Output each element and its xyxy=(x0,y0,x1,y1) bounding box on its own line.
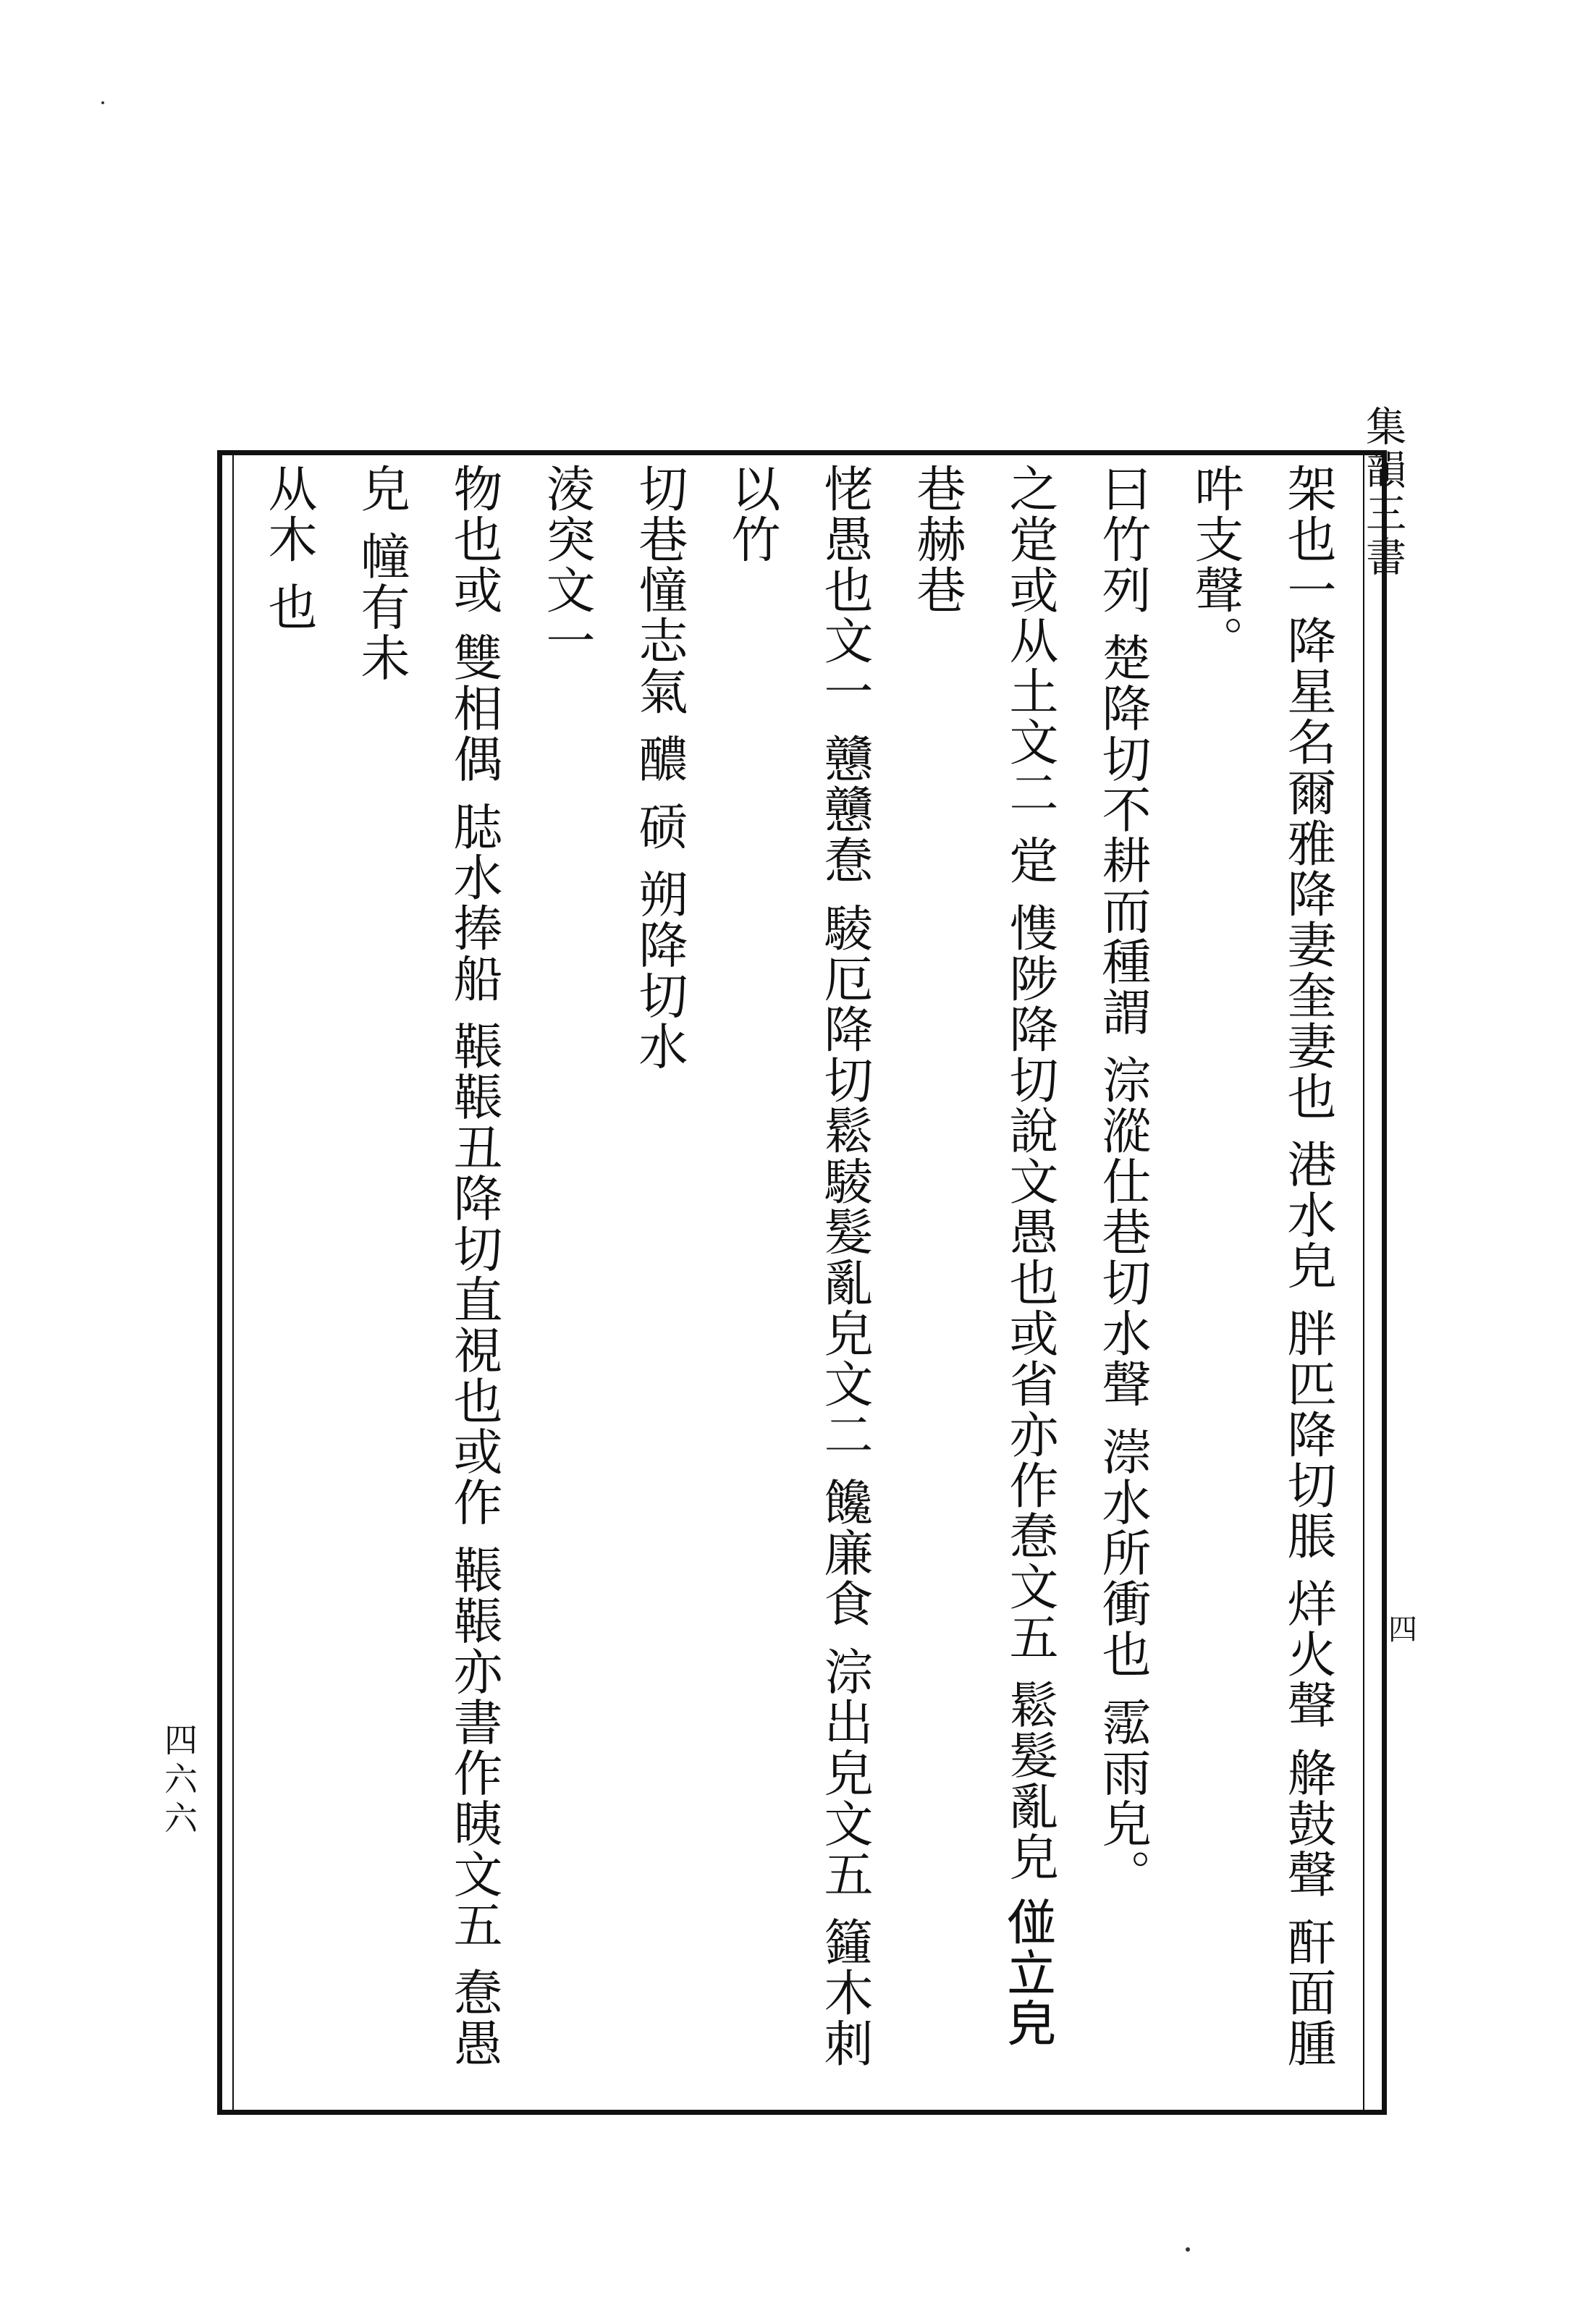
page-number: 四六六 xyxy=(159,1723,198,1840)
text-column: 架也一降星名爾雅降妻奎妻也 港水皃 胖匹降切脹 烊火聲 舽鼓聲 酐面腫 吽支聲。 xyxy=(1186,463,1336,2069)
text-column xyxy=(239,463,242,2106)
running-title: 集韻三書 xyxy=(1359,405,1406,579)
margin-mark: 四 xyxy=(1388,1613,1417,1647)
paper-speck xyxy=(101,101,104,104)
dictionary-text-body xyxy=(239,463,1354,2106)
paper-speck xyxy=(1186,2247,1190,2252)
text-column: 切巷憧志氣 醲 䂵 朔降切水 xyxy=(630,463,688,1072)
text-column: 恅愚也文一 戇戇惷 䮚厄降切鬆䮚髮亂皃文二 饞廉食 淙出皃文五 籦木刺以竹 xyxy=(723,463,873,2069)
text-column: 曰竹列 楚降切不耕而種謂 淙漎仕巷切水聲 漴水所衝也 霐雨皃。 xyxy=(1094,463,1151,1900)
text-column: 淩突文一 xyxy=(538,463,595,666)
text-column: 之䟫或从土文二 䟫 愯陟降切說文愚也或省亦作惷文五 鬆髮亂皃 𠊧立皃 巷赫巷 xyxy=(908,463,1058,2052)
text-column: 从木 也 xyxy=(260,463,317,633)
text-column: 物也或 雙相偶 䏯水捧船 䩨䩨丑降切直視也或作 䩨䩨亦書作眱文五 惷愚皃 幢有未 xyxy=(353,463,502,2069)
